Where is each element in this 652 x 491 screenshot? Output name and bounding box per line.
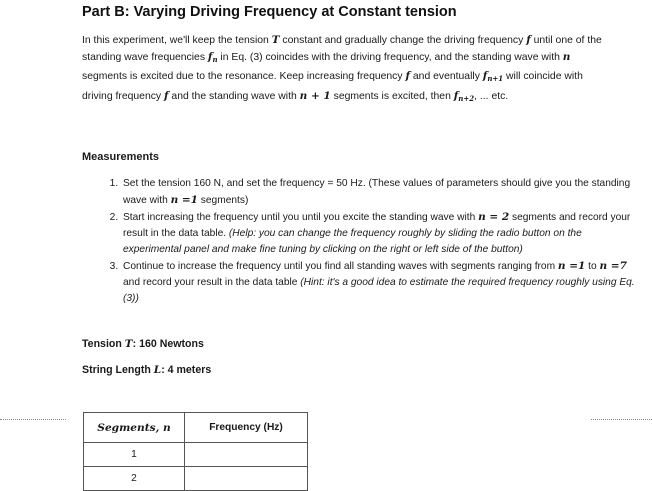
math-subscript: n: [212, 55, 218, 65]
page-margin-divider-left: [0, 419, 66, 420]
math-var: f: [405, 70, 410, 83]
intro-text: constant and gradually change the driving frequency: [279, 35, 527, 46]
step-3: [121, 258, 641, 307]
math-var: f: [453, 89, 459, 102]
math-var: f: [207, 51, 213, 64]
intro-text: segments is excited due to the resonance. Keep increasing frequency: [82, 71, 406, 83]
step-hint: (Hint: it's a good idea to estimate the required frequency roughly using Eq. (3)): [123, 277, 635, 304]
measurement-steps: [82, 176, 641, 307]
math-var: n =1: [170, 194, 198, 206]
param-value: : 4 meters: [161, 364, 212, 376]
data-table: [83, 412, 308, 491]
math-var: L: [153, 364, 162, 376]
step-text: to: [585, 261, 600, 272]
frequency-input-cell[interactable]: [185, 443, 308, 467]
intro-text: until one of the standing wave frequencies: [82, 35, 602, 64]
frequency-input-cell[interactable]: [185, 467, 308, 491]
step-text: Set the tension 160 N, and set the frequency = 50 Hz. (These values of parameters should give you the standing wave with: [123, 178, 631, 206]
math-subscript: n+2: [458, 93, 475, 103]
math-var: n =1: [557, 260, 586, 272]
math-var: n + 1: [299, 89, 331, 102]
param-label: String Length: [82, 364, 154, 376]
tension-line: [82, 338, 204, 350]
header-segments: Segments, n: [84, 413, 185, 443]
intro-paragraph: [82, 32, 602, 107]
param-value: : 160 Newtons: [132, 338, 204, 350]
math-var: f: [526, 34, 531, 46]
segment-cell: 1: [84, 443, 185, 467]
param-label: Tension: [82, 338, 125, 350]
intro-text: segments is excited, then: [330, 90, 454, 102]
step-1: [121, 176, 641, 209]
step-text: and record your result in the data table: [123, 277, 301, 288]
intro-text: , ... etc.: [474, 90, 509, 102]
table-row: [84, 443, 308, 467]
page-margin-divider-right: [591, 419, 652, 420]
math-var: n: [562, 51, 571, 64]
math-var: T: [124, 338, 133, 350]
math-var: f: [164, 89, 169, 102]
step-2: [121, 209, 641, 258]
length-line: [82, 364, 211, 376]
math-var: T: [271, 34, 280, 46]
header-frequency: Frequency (Hz): [185, 413, 308, 443]
step-text: segments): [197, 195, 249, 206]
intro-text: in Eq. (3) coincides with the driving frequency, and the standing wave with: [217, 52, 563, 64]
intro-text: In this experiment, we'll keep the tension: [82, 35, 272, 46]
step-hint: (Help: you can change the frequency roughly by sliding the radio button on the experimental panel and make fine tuning by clicking on the right or left side of the button): [123, 228, 582, 255]
math-subscript: n+1: [487, 74, 504, 84]
intro-text: will coincide with driving frequency: [82, 71, 583, 102]
intro-text: and the standing wave with: [168, 90, 300, 102]
math-var: n =7: [599, 260, 627, 272]
step-text: Start increasing the frequency until you until you excite the standing wave with: [123, 212, 479, 223]
measurements-heading: Measurements: [82, 151, 160, 163]
math-var: f: [482, 70, 488, 83]
math-var: n = 2: [478, 211, 510, 223]
step-text: segments and record your result in the data table.: [123, 212, 631, 239]
segment-cell: 2: [84, 467, 185, 491]
table-row: [84, 467, 308, 491]
step-text: Continue to increase the frequency until you find all standing waves with segments ranging from: [123, 261, 558, 272]
intro-text: and eventually: [410, 71, 483, 83]
section-title: Part B: Varying Driving Frequency at Constant tension: [82, 4, 457, 20]
table-header-row: [84, 413, 308, 443]
